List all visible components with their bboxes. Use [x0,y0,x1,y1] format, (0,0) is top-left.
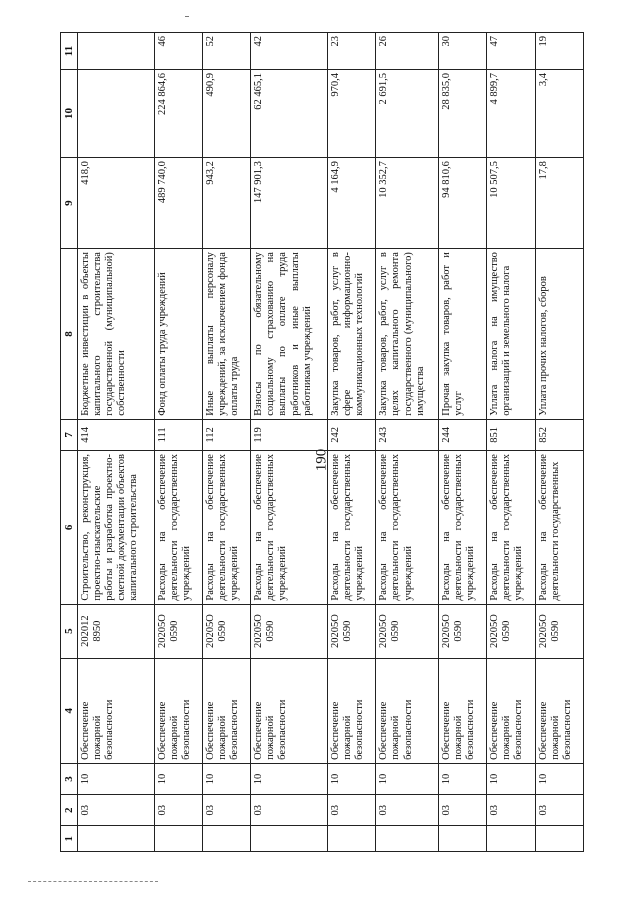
page-number: 190 [313,448,330,472]
section-name-cell: Обеспечение пожарной безопасности [203,658,251,763]
column-header: 5 [61,604,78,658]
expense-type-name-cell: Иные выплаты персоналу учреждений, за исключением фонда оплаты труда [203,249,251,420]
section-code-cell: 03 [78,795,155,826]
section-name-cell: Обеспечение пожарной безопасности [251,658,328,763]
row-index-cell [487,826,535,852]
execution-percent-cell: 42 [251,33,328,70]
execution-percent-cell: 23 [328,33,376,70]
expense-type-name-cell: Прочая закупка товаров, работ и услуг [438,249,486,420]
plan-amount-cell: 489 740,0 [154,158,202,249]
expense-type-name-cell: Уплата прочих налогов, сборов [535,249,583,420]
column-header: 4 [61,658,78,763]
executed-amount-cell: 4 899,7 [487,69,535,157]
table-row [535,33,583,852]
table-row [487,33,535,852]
article-name-cell: Расходы на обеспечение деятельности государственных учреждений [376,451,439,605]
expense-type-code-cell: 111 [154,419,202,450]
target-article-cell: 20205О 0590 [203,604,251,658]
column-header: 9 [61,158,78,249]
article-name-cell: Строительство, реконструкция, проектно-изыскательские работы и разработка проектно-сметной документации объектов капитального строительства [78,451,155,605]
plan-amount-cell: 17,8 [535,158,583,249]
section-code-cell: 03 [438,795,486,826]
executed-amount-cell: 2 691,5 [376,69,439,157]
expense-type-name-cell: Закупка товаров, работ, услуг в сфере информационно-коммуникационных технологий [328,249,376,420]
executed-amount-cell: 3,4 [535,69,583,157]
row-index-cell [438,826,486,852]
target-article-cell: 20205О 0590 [328,604,376,658]
execution-percent-cell: 47 [487,33,535,70]
column-header: 2 [61,795,78,826]
column-header: 8 [61,249,78,420]
column-header: 6 [61,451,78,605]
section-name-cell: Обеспечение пожарной безопасности [78,658,155,763]
column-header: 11 [61,33,78,70]
target-article-cell: 20205О 0590 [251,604,328,658]
target-article-cell: 20205О 0590 [154,604,202,658]
execution-percent-cell: 30 [438,33,486,70]
table-row [78,33,155,852]
section-code-cell: 03 [203,795,251,826]
executed-amount-cell: 28 835,0 [438,69,486,157]
expense-type-code-cell: 243 [376,419,439,450]
column-header: 10 [61,69,78,157]
section-name-cell: Обеспечение пожарной безопасности [376,658,439,763]
column-header: 7 [61,419,78,450]
executed-amount-cell [78,69,155,157]
subsection-code-cell: 10 [535,763,583,794]
budget-table [60,32,584,852]
scan-artifact [185,16,189,17]
article-name-cell: Расходы на обеспечение деятельности государственных учреждений [154,451,202,605]
subsection-code-cell: 10 [251,763,328,794]
subsection-code-cell: 10 [154,763,202,794]
row-index-cell [535,826,583,852]
section-name-cell: Обеспечение пожарной безопасности [438,658,486,763]
expense-type-code-cell: 244 [438,419,486,450]
plan-amount-cell: 94 810,6 [438,158,486,249]
subsection-code-cell: 10 [487,763,535,794]
row-index-cell [328,826,376,852]
target-article-cell: 202012 8950 [78,604,155,658]
subsection-code-cell: 10 [376,763,439,794]
scan-artifact [28,881,158,883]
table-row [438,33,486,852]
expense-type-code-cell: 119 [251,419,328,450]
section-name-cell: Обеспечение пожарной безопасности [328,658,376,763]
row-index-cell [376,826,439,852]
executed-amount-cell: 490,9 [203,69,251,157]
expense-type-name-cell: Уплата налога на имущество организаций и земельного налога [487,249,535,420]
table-row [376,33,439,852]
target-article-cell: 20205О 0590 [438,604,486,658]
execution-percent-cell: 52 [203,33,251,70]
section-code-cell: 03 [251,795,328,826]
rotated-table-wrapper [60,32,584,852]
target-article-cell: 20205О 0590 [376,604,439,658]
execution-percent-cell: 26 [376,33,439,70]
subsection-code-cell: 10 [328,763,376,794]
row-index-cell [251,826,328,852]
row-index-cell [154,826,202,852]
article-name-cell: Расходы на обеспечение деятельности государственных учреждений [203,451,251,605]
article-name-cell: Расходы на обеспечение деятельности государственных учреждений [251,451,328,605]
execution-percent-cell [78,33,155,70]
column-header: 3 [61,763,78,794]
expense-type-name-cell: Бюджетные инвестиции в объекты капитального строительства государственной (муниципальной) собственности [78,249,155,420]
article-name-cell: Расходы на обеспечение деятельности государственных [535,451,583,605]
plan-amount-cell: 10 507,5 [487,158,535,249]
plan-amount-cell: 10 352,7 [376,158,439,249]
target-article-cell: 20205О 0590 [535,604,583,658]
expense-type-code-cell: 242 [328,419,376,450]
plan-amount-cell: 943,2 [203,158,251,249]
expense-type-code-cell: 414 [78,419,155,450]
column-header: 1 [61,826,78,852]
section-code-cell: 03 [535,795,583,826]
section-code-cell: 03 [328,795,376,826]
execution-percent-cell: 46 [154,33,202,70]
expense-type-name-cell: Взносы по обязательному социальному страхованию на выплаты по оплате труда работников и иные выплаты работникам учреждений [251,249,328,420]
subsection-code-cell: 10 [203,763,251,794]
article-name-cell: Расходы на обеспечение деятельности государственных учреждений [438,451,486,605]
table-body [78,33,584,852]
article-name-cell: Расходы на обеспечение деятельности государственных учреждений [487,451,535,605]
target-article-cell: 20205О 0590 [487,604,535,658]
table-row [251,33,328,852]
table-row [154,33,202,852]
expense-type-code-cell: 851 [487,419,535,450]
subsection-code-cell: 10 [78,763,155,794]
expense-type-code-cell: 852 [535,419,583,450]
article-name-cell: Расходы на обеспечение деятельности государственных учреждений [328,451,376,605]
section-name-cell: Обеспечение пожарной безопасности [487,658,535,763]
header-row [61,33,78,852]
expense-type-name-cell: Закупка товаров, работ, услуг в целях капитального ремонта государственного (муниципального) имущества [376,249,439,420]
plan-amount-cell: 147 901,3 [251,158,328,249]
executed-amount-cell: 970,4 [328,69,376,157]
row-index-cell [203,826,251,852]
table-row [203,33,251,852]
executed-amount-cell: 62 465,1 [251,69,328,157]
expense-type-name-cell: Фонд оплаты труда учреждений [154,249,202,420]
row-index-cell [78,826,155,852]
executed-amount-cell: 224 864,6 [154,69,202,157]
section-code-cell: 03 [154,795,202,826]
section-name-cell: Обеспечение пожарной безопасности [154,658,202,763]
execution-percent-cell: 19 [535,33,583,70]
plan-amount-cell: 4 164,9 [328,158,376,249]
section-code-cell: 03 [376,795,439,826]
plan-amount-cell: 418,0 [78,158,155,249]
section-name-cell: Обеспечение пожарной безопасности [535,658,583,763]
table-row [328,33,376,852]
expense-type-code-cell: 112 [203,419,251,450]
section-code-cell: 03 [487,795,535,826]
subsection-code-cell: 10 [438,763,486,794]
